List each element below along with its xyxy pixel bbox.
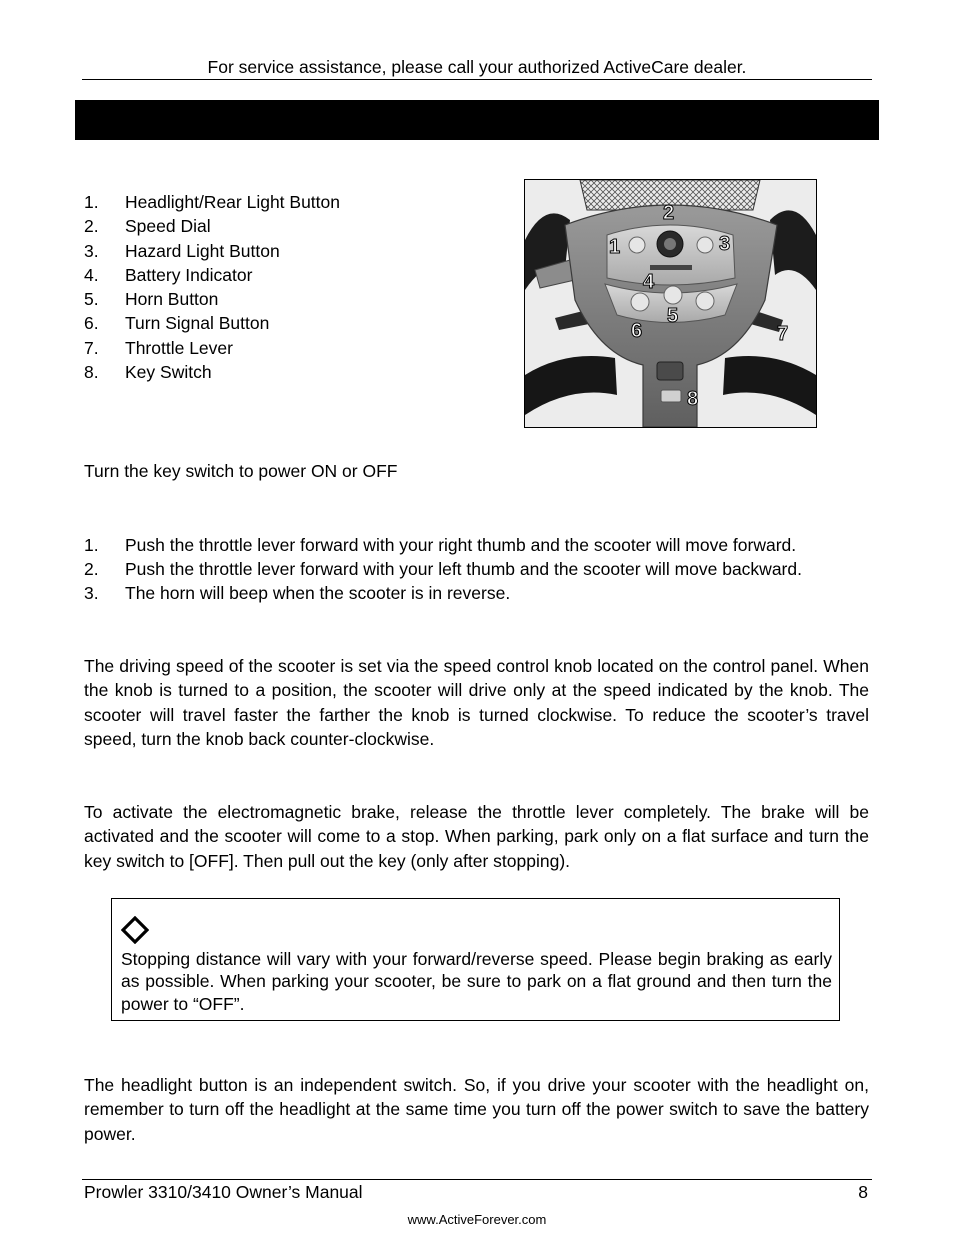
parts-list-number: 7. (84, 337, 99, 358)
parts-list (84, 190, 340, 384)
footer-website: www.ActiveForever.com (407, 1212, 547, 1227)
parts-list-item (84, 287, 340, 311)
section-title-bar (75, 100, 879, 140)
photo-callout-1: 1 (609, 236, 621, 258)
footer-manual-title: Prowler 3310/3410 Owner’s Manual (84, 1182, 363, 1202)
photo-callout-2: 2 (663, 202, 675, 224)
parts-list-label: Horn Button (125, 289, 219, 310)
parts-list-number: 5. (84, 289, 99, 310)
throttle-list-text: The horn will beep when the scooter is in reverse. (125, 583, 511, 604)
throttle-list-number: 2. (84, 559, 99, 580)
parts-list-item (84, 311, 340, 335)
parts-list-label: Headlight/Rear Light Button (125, 192, 340, 212)
brake-paragraph: To activate the electromagnetic brake, release the throttle lever completely. The brake will be activated and the scooter will come to a stop. When parking, park only on a flat surface and turn the key switch to [OFF]. Then pull out the key (only after stopping). (84, 802, 869, 871)
parts-list-number: 6. (84, 313, 99, 334)
page-header-service-note: For service assistance, please call your authorized ActiveCare dealer. (207, 57, 747, 77)
parts-list-label: Battery Indicator (125, 264, 253, 285)
photo-callout-7: 7 (777, 323, 789, 345)
speed-paragraph: The driving speed of the scooter is set via the speed control knob located on the control panel. When the knob is turned to a position, the scooter will drive only at the speed indicated by the knob. The scooter will travel faster the farther the knob is turned clockwise. To reduce the scooter’s travel speed, turn the knob back counter-clockwise. (84, 656, 869, 749)
parts-list-item (84, 336, 340, 360)
throttle-list-item (84, 581, 802, 605)
key-switch-text: Turn the key switch to power ON or OFF (84, 461, 398, 481)
parts-list-item (84, 214, 340, 238)
headlight-paragraph: The headlight button is an independent switch. So, if you drive your scooter with the headlight on, remember to turn off the headlight at the same time you turn off the power switch to save the battery power. (84, 1075, 869, 1144)
parts-list-label: Key Switch (125, 362, 212, 383)
footer-divider (82, 1179, 872, 1180)
parts-list-item (84, 239, 340, 263)
parts-list-item (84, 190, 340, 214)
parts-list-item (84, 360, 340, 384)
throttle-list-item (84, 533, 802, 557)
caution-note-text: Stopping distance will vary with your forward/reverse speed. Please begin braking as early as possible. When parking your scooter, be sure to park on a flat ground and then turn the power to “OFF”. (121, 949, 832, 1014)
throttle-list-number: 3. (84, 583, 99, 604)
throttle-list (84, 533, 802, 606)
parts-list-number: 1. (84, 192, 99, 212)
diamond-icon (121, 916, 149, 944)
photo-callout-4: 4 (643, 271, 655, 293)
parts-list-item (84, 263, 340, 287)
footer-page-number: 8 (858, 1182, 868, 1202)
throttle-list-item (84, 557, 802, 581)
control-panel-photo (524, 179, 817, 428)
throttle-list-text: Push the throttle lever forward with your right thumb and the scooter will move forward. (125, 535, 797, 555)
caution-note-box (111, 898, 840, 1021)
parts-list-label: Turn Signal Button (125, 313, 270, 334)
parts-list-number: 2. (84, 216, 99, 237)
parts-list-number: 3. (84, 240, 99, 261)
photo-callout-5: 5 (667, 305, 679, 327)
parts-list-label: Speed Dial (125, 216, 211, 237)
parts-list-number: 8. (84, 362, 99, 383)
photo-callout-6: 6 (631, 320, 643, 342)
photo-callout-3: 3 (719, 233, 731, 255)
header-divider (82, 79, 872, 80)
parts-list-label: Hazard Light Button (125, 240, 280, 261)
parts-list-number: 4. (84, 264, 99, 285)
photo-callout-8: 8 (687, 388, 699, 410)
throttle-list-text: Push the throttle lever forward with your left thumb and the scooter will move backward. (125, 559, 802, 580)
throttle-list-number: 1. (84, 535, 99, 555)
parts-list-label: Throttle Lever (125, 337, 233, 358)
